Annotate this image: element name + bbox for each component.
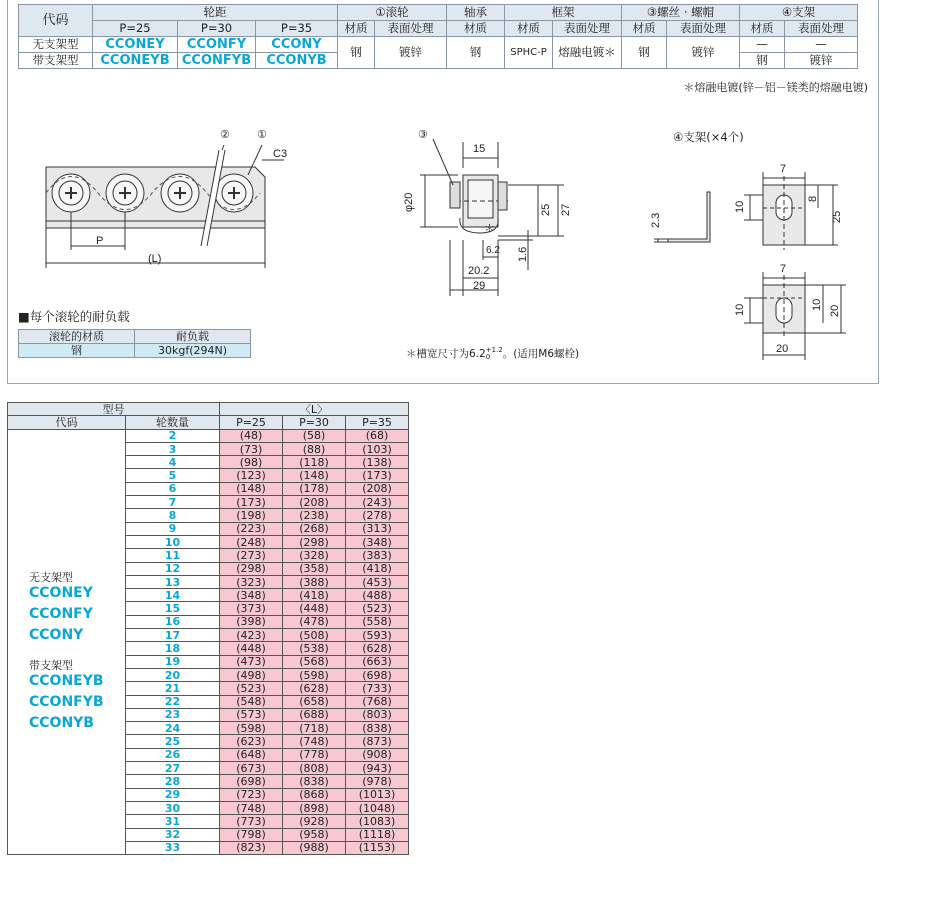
row-L-p25: (648) (220, 748, 283, 761)
row-L-p25: (223) (220, 522, 283, 535)
row-L-p25: (773) (220, 815, 283, 828)
bracket-title: ④支架(×4个) (673, 130, 744, 144)
plating-footnote: ＊熔融电镀(锌－铝－镁类的熔融电镀) (683, 81, 868, 94)
dim-b7-top: 7 (780, 263, 787, 275)
row-count: 10 (126, 535, 220, 548)
list-body (8, 429, 409, 855)
row-L-p35: (138) (346, 456, 409, 469)
dim-29: 29 (473, 280, 486, 292)
row-L-p35: (68) (346, 429, 409, 442)
group1-code-3: CCONY (29, 626, 84, 643)
dim-27: 27 (560, 203, 572, 216)
row-L-p25: (323) (220, 575, 283, 588)
row-L-p35: (313) (346, 522, 409, 535)
row-count: 30 (126, 801, 220, 814)
row-L-p35: (418) (346, 562, 409, 575)
callout-3: ③ (418, 129, 428, 141)
row-L-p25: (748) (220, 801, 283, 814)
row-count: 28 (126, 775, 220, 788)
row-L-p25: (673) (220, 762, 283, 775)
row-L-p35: (558) (346, 615, 409, 628)
group1-label: 无支架型 (29, 570, 73, 584)
load-header-material: 滚轮的材质 (19, 330, 135, 344)
row-L-p25: (823) (220, 841, 283, 854)
row-L-p30: (778) (283, 748, 346, 761)
row-L-p30: (538) (283, 642, 346, 655)
slot-tolerance-upper: +1.2 (485, 346, 503, 354)
bracket-front-drawing (744, 172, 838, 250)
header-bracket-surface: 表面处理 (785, 21, 858, 37)
row-count: 16 (126, 615, 220, 628)
row-L-p25: (498) (220, 668, 283, 681)
header-pitch: 轮距 (93, 5, 338, 21)
row-L-p35: (978) (346, 775, 409, 788)
dim-b7: 7 (780, 163, 787, 175)
callout-2: ② (220, 129, 230, 141)
row-count: 18 (126, 642, 220, 655)
row-count: 25 (126, 735, 220, 748)
row-L-p25: (548) (220, 695, 283, 708)
dim-25: 25 (540, 203, 552, 216)
row-L-p30: (388) (283, 575, 346, 588)
row-L-p30: (628) (283, 682, 346, 695)
row-count: 9 (126, 522, 220, 535)
roller-surface: 镀锌 (375, 37, 447, 69)
callout-1: ① (257, 129, 267, 141)
row-L-p30: (448) (283, 602, 346, 615)
row-L-p30: (598) (283, 668, 346, 681)
row-L-p30: (928) (283, 815, 346, 828)
row-L-p35: (838) (346, 722, 409, 735)
row-L-p25: (573) (220, 708, 283, 721)
spec-panel (7, 0, 879, 384)
row-count: 27 (126, 762, 220, 775)
row-L-p35: (733) (346, 682, 409, 695)
dim-6-2: 6.2 (486, 245, 500, 256)
dim-b25: 25 (831, 210, 843, 223)
row-count: 13 (126, 575, 220, 588)
row-count: 19 (126, 655, 220, 668)
group2-code-2: CCONFYB (29, 693, 104, 710)
row-L-p30: (838) (283, 775, 346, 788)
dim-15: 15 (473, 143, 486, 155)
row-L-p25: (273) (220, 549, 283, 562)
row1-code-p25: CCONEY (93, 37, 178, 53)
header-p30: P=30 (178, 21, 256, 37)
row-count: 20 (126, 668, 220, 681)
row-count: 4 (126, 456, 220, 469)
header-bracket: ④支架 (740, 5, 858, 21)
bracket-row2-material: 钢 (740, 53, 785, 69)
header-frame-material: 材质 (505, 21, 553, 37)
row-L-p25: (48) (220, 429, 283, 442)
row-L-p30: (298) (283, 535, 346, 548)
row-L-p25: (448) (220, 642, 283, 655)
row-L-p35: (628) (346, 642, 409, 655)
row-L-p30: (808) (283, 762, 346, 775)
header-bearing-material: 材质 (447, 21, 505, 37)
row-count: 31 (126, 815, 220, 828)
row-L-p30: (238) (283, 509, 346, 522)
group2-code-1: CCONEYB (29, 672, 104, 689)
header-screw: ③螺丝 · 螺帽 (622, 5, 740, 21)
row-L-p30: (88) (283, 442, 346, 455)
bracket-row2-surface: 镀锌 (785, 53, 858, 69)
frame-material: SPHC-P (505, 37, 553, 69)
row-L-p25: (598) (220, 722, 283, 735)
row-L-p30: (118) (283, 456, 346, 469)
row-L-p35: (1013) (346, 788, 409, 801)
group1-code-1: CCONEY (29, 584, 93, 601)
dim-b20-side: 20 (829, 304, 841, 317)
dim-1-6: 1.6 (517, 246, 529, 262)
row-count: 21 (126, 682, 220, 695)
row-L-p25: (298) (220, 562, 283, 575)
list-header-count: 轮数量 (126, 416, 220, 429)
row-count: 2 (126, 429, 220, 442)
list-header-model: 型号 (8, 403, 220, 416)
chamfer-label: C3 (273, 148, 288, 160)
row-L-p30: (688) (283, 708, 346, 721)
dim-b10-top-left: 10 (734, 303, 746, 316)
row-L-p30: (718) (283, 722, 346, 735)
row-L-p30: (178) (283, 482, 346, 495)
row-L-p35: (383) (346, 549, 409, 562)
row-L-p30: (988) (283, 841, 346, 854)
load-value: 30kgf(294N) (135, 344, 251, 358)
row-L-p35: (453) (346, 575, 409, 588)
row-L-p35: (803) (346, 708, 409, 721)
row-L-p25: (698) (220, 775, 283, 788)
row-L-p30: (358) (283, 562, 346, 575)
header-bearing: 轴承 (447, 5, 505, 21)
row-L-p30: (748) (283, 735, 346, 748)
list-header-L: 〈L〉 (220, 403, 409, 416)
row-L-p25: (623) (220, 735, 283, 748)
row-L-p30: (58) (283, 429, 346, 442)
row-count: 26 (126, 748, 220, 761)
row-count: 14 (126, 589, 220, 602)
dim-b20: 20 (776, 343, 789, 355)
row-L-p30: (898) (283, 801, 346, 814)
dim-b10-top-right: 10 (811, 298, 823, 311)
roller-material: 钢 (338, 37, 375, 69)
row-L-p35: (173) (346, 469, 409, 482)
row-count: 3 (126, 442, 220, 455)
row-count: 12 (126, 562, 220, 575)
dimension-list-table (7, 402, 409, 855)
slot-tolerance-lower: 0 (485, 353, 491, 361)
row-L-p35: (208) (346, 482, 409, 495)
row-L-p30: (478) (283, 615, 346, 628)
row-count: 17 (126, 629, 220, 642)
row-L-p25: (123) (220, 469, 283, 482)
row-L-p25: (373) (220, 602, 283, 615)
slot-note: ＊槽宽尺寸为6.2 +1.2 0 。(适用M6螺栓) (406, 346, 580, 361)
dim-2-3: 2.3 (650, 212, 662, 228)
row-L-p35: (278) (346, 509, 409, 522)
row-count: 11 (126, 549, 220, 562)
bracket-side-drawing (654, 192, 710, 242)
row-L-p35: (593) (346, 629, 409, 642)
row-count: 32 (126, 828, 220, 841)
row-L-p30: (268) (283, 522, 346, 535)
row-L-p30: (508) (283, 629, 346, 642)
group1-code-2: CCONFY (29, 605, 93, 622)
bearing-material: 钢 (447, 37, 505, 69)
row-L-p25: (73) (220, 442, 283, 455)
pitch-label: P (96, 235, 104, 247)
row-L-p25: (523) (220, 682, 283, 695)
row-count: 22 (126, 695, 220, 708)
bracket-row1-surface: — (785, 37, 858, 53)
front-view-drawing (46, 145, 284, 268)
load-header-load: 耐负载 (135, 330, 251, 344)
row-L-p35: (698) (346, 668, 409, 681)
row-L-p25: (98) (220, 456, 283, 469)
dim-b10: 10 (734, 200, 746, 213)
row-L-p35: (243) (346, 496, 409, 509)
list-header-p25: P=25 (220, 416, 283, 429)
load-table (18, 329, 251, 358)
row2-code-p30: CCONFYB (178, 53, 256, 69)
list-header-p30: P=30 (283, 416, 346, 429)
row-count: 5 (126, 469, 220, 482)
dim-b8: 8 (807, 195, 819, 202)
row-L-p30: (208) (283, 496, 346, 509)
row-L-p25: (148) (220, 482, 283, 495)
dim-dia20: φ20 (403, 192, 415, 212)
header-frame: 框架 (505, 5, 622, 21)
row-L-p35: (768) (346, 695, 409, 708)
row-L-p35: (488) (346, 589, 409, 602)
header-roller-material: 材质 (338, 21, 375, 37)
row-L-p35: (348) (346, 535, 409, 548)
row-L-p25: (398) (220, 615, 283, 628)
row-count: 7 (126, 496, 220, 509)
screw-material: 钢 (622, 37, 667, 69)
header-p35: P=35 (256, 21, 338, 37)
row2-type: 带支架型 (19, 53, 93, 69)
group2-code-3: CCONYB (29, 714, 94, 731)
frame-surface: 熔融电镀＊ (553, 37, 622, 69)
row-L-p35: (1083) (346, 815, 409, 828)
row-L-p35: (943) (346, 762, 409, 775)
row-L-p30: (418) (283, 589, 346, 602)
row-count: 33 (126, 841, 220, 854)
row-L-p25: (173) (220, 496, 283, 509)
bracket-row1-material: — (740, 37, 785, 53)
row-L-p25: (198) (220, 509, 283, 522)
row-L-p35: (1118) (346, 828, 409, 841)
code-group-cell (8, 429, 126, 855)
row-L-p25: (473) (220, 655, 283, 668)
row2-code-p35: CCONYB (256, 53, 338, 69)
load-section-title: ■每个滚轮的耐负载 (18, 309, 130, 324)
row-L-p35: (663) (346, 655, 409, 668)
header-p25: P=25 (93, 21, 178, 37)
length-label: (L) (148, 253, 162, 265)
header-screw-surface: 表面处理 (667, 21, 740, 37)
star-mark: ＊ (484, 223, 495, 235)
row1-code-p30: CCONFY (178, 37, 256, 53)
row-L-p30: (868) (283, 788, 346, 801)
row-L-p30: (148) (283, 469, 346, 482)
screw-surface: 镀锌 (667, 37, 740, 69)
row-L-p35: (873) (346, 735, 409, 748)
row-L-p25: (348) (220, 589, 283, 602)
row-count: 6 (126, 482, 220, 495)
header-code: 代码 (19, 5, 93, 37)
row-count: 29 (126, 788, 220, 801)
row-L-p35: (1048) (346, 801, 409, 814)
row-count: 23 (126, 708, 220, 721)
row-L-p30: (328) (283, 549, 346, 562)
header-screw-material: 材质 (622, 21, 667, 37)
row-L-p30: (568) (283, 655, 346, 668)
row-L-p25: (723) (220, 788, 283, 801)
technical-drawings (8, 0, 878, 383)
row-count: 8 (126, 509, 220, 522)
row-count: 15 (126, 602, 220, 615)
load-material: 钢 (19, 344, 135, 358)
row2-code-p25: CCONEYB (93, 53, 178, 69)
row-L-p35: (103) (346, 442, 409, 455)
header-roller: ①滚轮 (338, 5, 447, 21)
row-L-p30: (958) (283, 828, 346, 841)
row-L-p35: (908) (346, 748, 409, 761)
list-header-code: 代码 (8, 416, 126, 429)
row1-code-p35: CCONY (256, 37, 338, 53)
row-count: 24 (126, 722, 220, 735)
row-L-p30: (658) (283, 695, 346, 708)
side-view-drawing (420, 139, 564, 296)
row-L-p25: (798) (220, 828, 283, 841)
header-bracket-material: 材质 (740, 21, 785, 37)
row1-type: 无支架型 (19, 37, 93, 53)
row-L-p35: (1153) (346, 841, 409, 854)
list-header-p35: P=35 (346, 416, 409, 429)
table-row (8, 429, 409, 442)
header-roller-surface: 表面处理 (375, 21, 447, 37)
dim-20-2: 20.2 (468, 265, 490, 277)
header-frame-surface: 表面处理 (553, 21, 622, 37)
row-L-p25: (248) (220, 535, 283, 548)
row-L-p35: (523) (346, 602, 409, 615)
row-L-p25: (423) (220, 629, 283, 642)
group2-label: 带支架型 (29, 658, 73, 672)
